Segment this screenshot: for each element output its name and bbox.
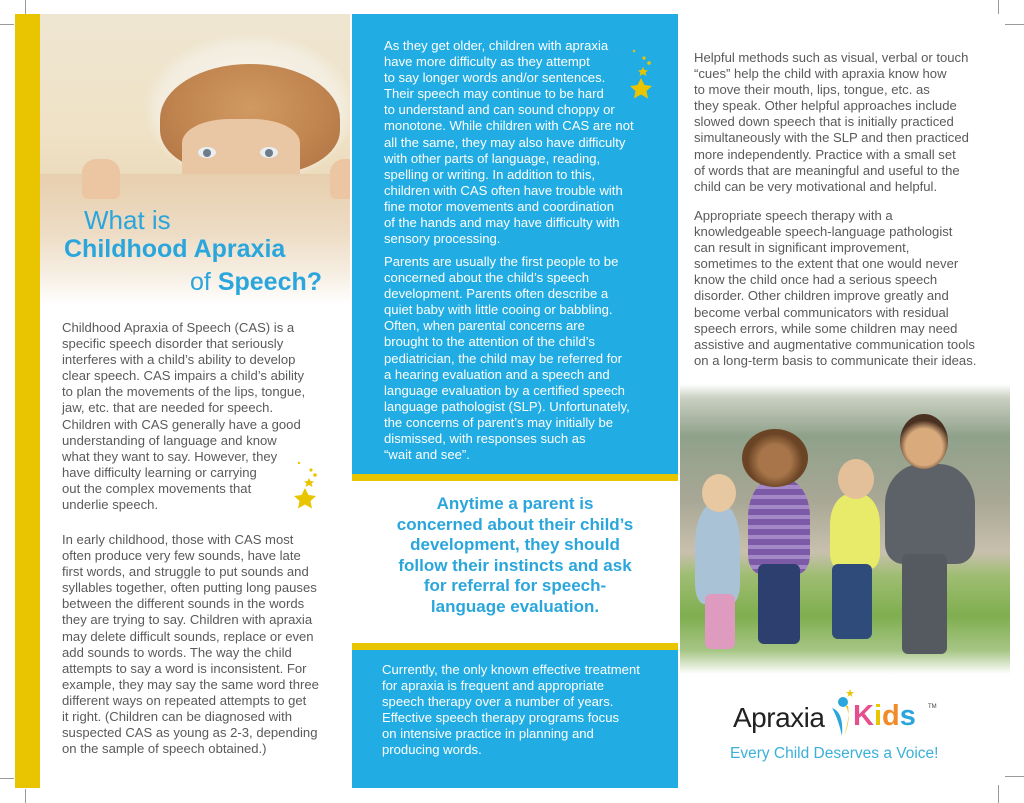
text-line: pediatrician, the child may be referred for [384,350,622,366]
photo-child-1 [695,504,740,604]
text-line: for apraxia is frequent and appropriate [382,678,605,694]
text-line: Effective speech therapy programs focus [382,710,620,726]
treatment-paragraph [382,662,677,759]
photo-child-1-head [702,474,736,512]
photo-child-4 [885,464,975,564]
text-line: jaw, etc. that are needed for speech. [62,400,274,416]
text-line: on the sample of speech obtained.) [62,741,267,757]
speech-therapy-paragraph [694,208,1014,369]
callout-line: follow their instincts and ask [398,555,632,575]
text-line: to plan the movements of the lips, tongue, [62,384,306,400]
text-line: spelling or writing. In addition to this, [384,166,596,182]
text-line: of the hands and may have difficulty with [384,215,620,231]
text-line: “wait and see”. [384,447,470,463]
star-cluster-icon [290,460,322,512]
photo-hand [82,159,120,199]
text-line: interferes with a child’s ability to develop [62,352,296,368]
callout-line: for referral for speech- [423,576,607,595]
text-line: language evaluation by a certified speech [384,382,625,398]
text-line: Their speech may continue to be hard [384,86,604,102]
logo-letter: K [853,700,874,732]
text-line: of words that are meaningful and useful to the [694,162,960,178]
crop-mark [1005,776,1024,777]
crop-mark [25,0,26,14]
text-line: on a long-term basis to communicate their ideas. [694,352,977,368]
early-childhood-paragraph [62,532,352,757]
text-line: brought to the attention of the child’s [384,334,595,350]
text-line: different ways on repeated attempts to get [62,692,307,708]
photo-eye [260,147,278,158]
callout-line: concerned about their child’s [396,514,634,534]
photo-child-3-legs [832,564,872,639]
star-cluster-icon [625,48,657,103]
text-line: Helpful methods such as visual, verbal or touch [694,50,969,65]
crop-mark [998,0,999,14]
text-line: understanding of language and know [62,432,277,448]
callout-line: language evaluation. [430,596,600,616]
photo-child-4-head [900,414,948,469]
text-line: more independently. Practice with a small set [694,146,956,162]
callout-quote [352,494,678,617]
callout-line: development, they should [410,535,620,554]
text-line: fine motor movements and coordination [384,198,614,214]
text-line: In early childhood, those with CAS most [62,532,294,547]
yellow-divider-top [352,474,678,481]
text-line: first words, and struggle to put sounds and [62,564,309,580]
text-line: all the same, they may also have difficulty [384,134,626,150]
callout-line: Anytime a parent is [436,494,594,513]
title-line-2: Childhood Apraxia [64,235,286,263]
helpful-methods-paragraph [694,50,1004,195]
text-line: clear speech. CAS impairs a child’s ability [62,368,305,384]
text-line: a hearing evaluation and a speech and [384,366,610,382]
text-line: simultaneously with the SLP and then practiced [694,130,969,146]
text-line: monotone. While children with CAS are not [384,118,634,134]
photo-child-3 [830,494,880,569]
text-line: have more difficulty as they attempt [384,54,590,70]
text-line: speech errors, while some children may need [694,320,958,336]
text-line: quiet baby with little cooing or babbling. [384,302,613,318]
text-line: Often, when parental concerns are [384,318,585,334]
crop-mark [998,785,999,803]
text-line: Children with CAS generally have a good [62,416,301,432]
text-line: child can be very motivational and helpful. [694,178,938,194]
text-line: speech therapy over a number of years. [382,694,614,710]
photo-child-3-head [838,459,874,499]
logo-trademark: TM [928,704,937,710]
text-line: out the complex movements that [62,480,252,496]
text-line: with other parts of language, reading, [384,150,601,166]
text-line: knowledgeable speech-language pathologist [694,224,953,240]
logo-tagline: Every Child Deserves a Voice! [730,745,939,762]
photo-child-4-legs [902,554,947,654]
text-line: syllables together, often putting long pauses [62,580,317,596]
photo-child-2 [748,479,810,574]
text-line: specific speech disorder that seriously [62,336,284,352]
text-line: development. Parents often describe a [384,286,609,302]
text-line: often produce very few sounds, have late [62,548,301,564]
photo-child-2-legs [758,564,800,644]
text-line: it right. (Children can be diagnosed with [62,709,292,725]
title-of: of [190,268,211,296]
text-line: attempts to say a word is inconsistent. For [62,660,307,676]
title-line-3 [190,268,322,297]
text-line: between the different sounds in the words [62,596,305,612]
text-line: producing words. [382,742,482,758]
text-line: Currently, the only known effective treatment [382,662,640,677]
title-line-1: What is [84,205,171,235]
text-line: add sounds to words. The way the child [62,644,292,660]
text-line: children with CAS often have trouble with [384,182,623,198]
logo-letter: d [882,700,900,732]
text-line: become verbal communicators with residual [694,304,949,320]
text-line: may delete difficult sounds, replace or even [62,628,314,644]
text-line: assistive and augmentative communication tools [694,336,975,352]
text-line: Parents are usually the first people to be [384,254,619,269]
title-speech: Speech? [217,268,323,296]
text-line: they are trying to say. Children with apraxia [62,612,313,628]
text-line: disorder. Other children improve greatly and [694,288,949,304]
yellow-divider-bottom [352,643,678,650]
text-line: sensory processing. [384,231,501,247]
children-running-photo [680,384,1010,674]
text-line: to understand and can sound choppy or [384,102,615,118]
text-line: As they get older, children with apraxia [384,38,609,53]
text-line: sometimes to the extent that one would never [694,256,959,272]
photo-eye [198,147,216,158]
text-line: know the child once had a serious speech [694,272,938,288]
logo-word-apraxia: Apraxia [733,702,825,733]
text-line: underlie speech. [62,497,159,513]
text-line: what they want to say. However, they [62,448,278,464]
logo-letter: i [873,700,883,732]
text-line: to say longer words and/or sentences. [384,70,606,86]
text-line: language pathologist (SLP). Unfortunately, [384,398,630,414]
text-line: concerned about the child’s speech [384,270,590,286]
text-line: the concerns of parent’s may initially be [384,414,614,430]
text-line: to move their mouth, lips, tongue, etc. as [694,82,930,98]
text-line: they speak. Other helpful approaches include [694,98,957,114]
photo-child-2-head [742,429,808,487]
text-line: “cues” help the child with apraxia know how [694,66,947,82]
text-line: can result in significant improvement, [694,240,910,256]
text-line: on intensive practice in planning and [382,726,594,742]
crop-mark [25,789,26,803]
text-line: Appropriate speech therapy with a [694,208,893,223]
logo-word-kids [853,700,916,733]
text-line: Childhood Apraxia of Speech (CAS) is a [62,320,295,335]
photo-child-1-legs [705,594,735,649]
text-line: slowed down speech that is initially practiced [694,114,954,130]
text-line: dismissed, with responses such as [384,431,586,447]
crop-mark [0,24,14,25]
text-line: suspected CAS as young as 2-3, depending [62,725,318,741]
crop-mark [0,778,14,779]
yellow-accent-bar [15,14,40,788]
logo-letter: s [899,700,916,732]
text-line: have difficulty learning or carrying [62,464,257,480]
crop-mark [1005,24,1024,25]
parents-concern-paragraph [384,254,674,463]
photo-hand [330,159,350,199]
apraxia-kids-logo [730,690,970,770]
text-line: example, they may say the same word three [62,676,319,692]
